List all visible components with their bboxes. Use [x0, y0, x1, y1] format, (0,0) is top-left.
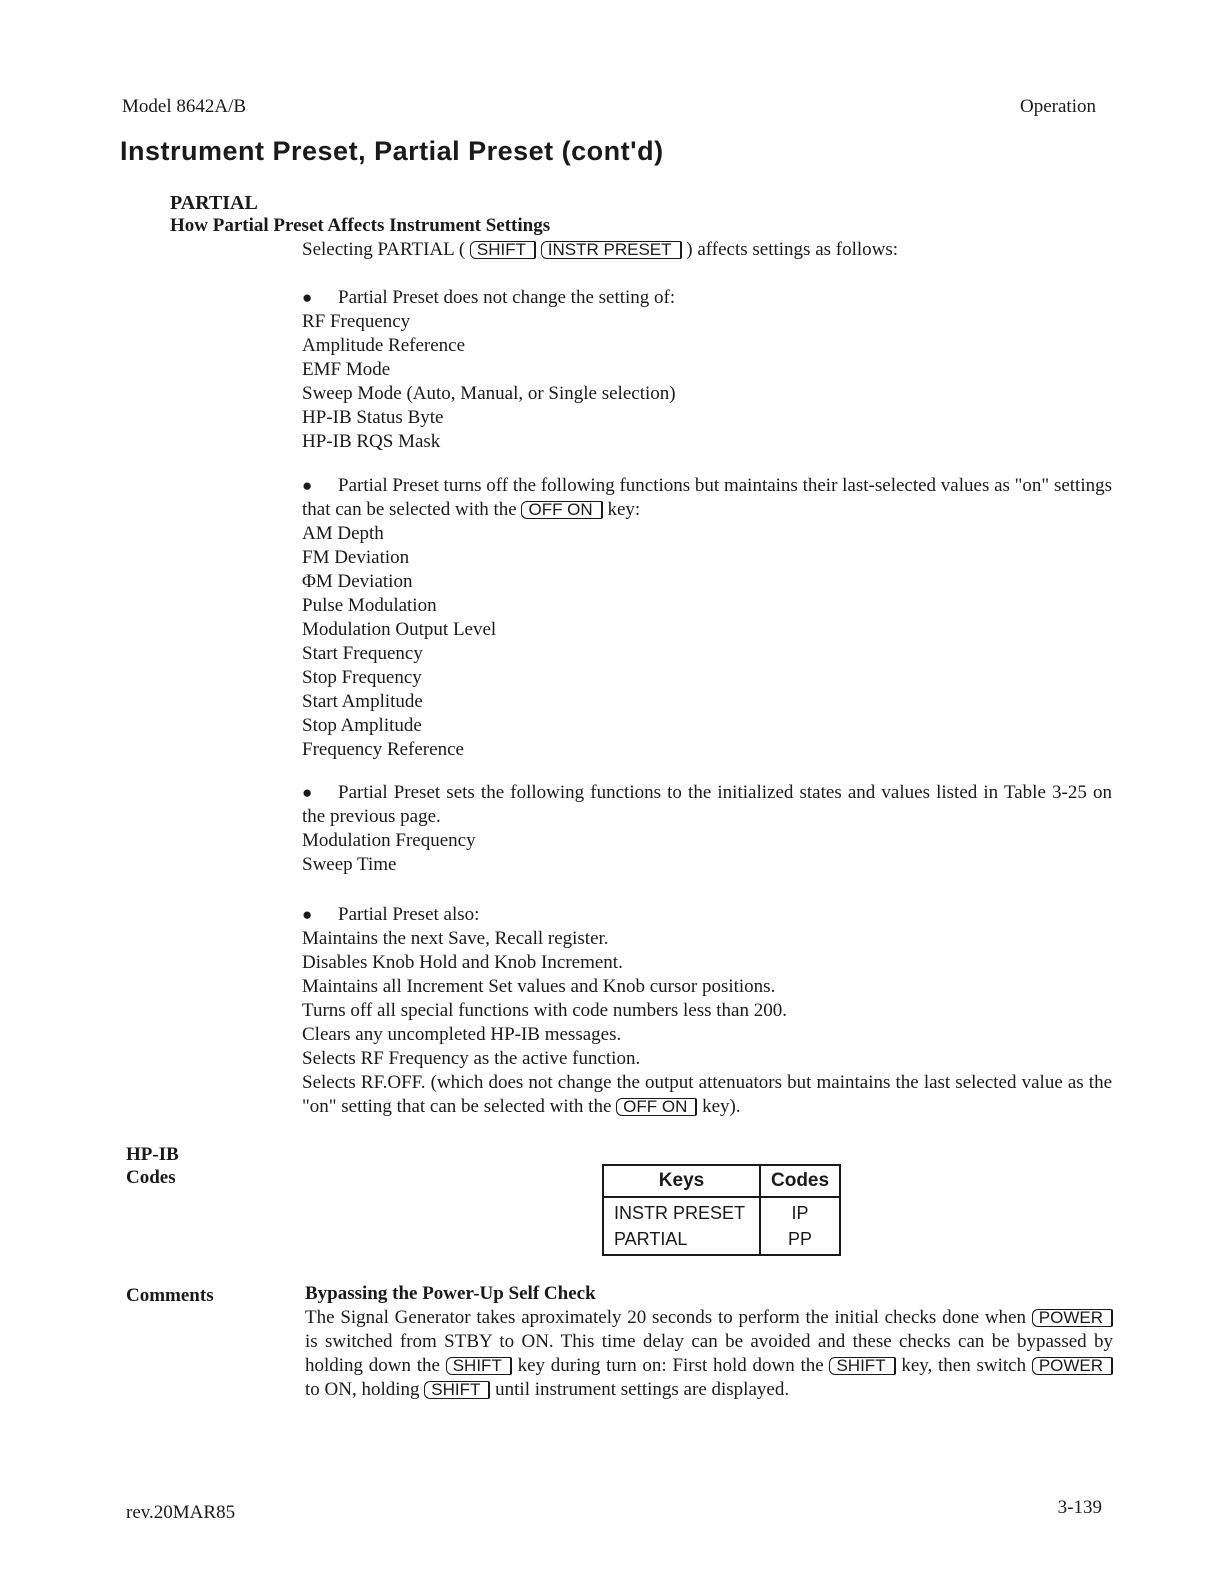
group-bullet: ● Partial Preset sets the following functions to the initialized states and values listed in Table 3-25 on the previous page.	[302, 782, 1112, 827]
list-item: Stop Frequency	[302, 667, 422, 688]
list-item: Modulation Output Level	[302, 619, 497, 640]
list-item: FM Deviation	[302, 547, 410, 568]
settings-list	[302, 829, 1112, 877]
shift-key: SHIFT	[446, 1357, 512, 1375]
group-turns-off	[302, 474, 1112, 762]
hpib-codes-table	[602, 1164, 841, 1256]
list-item: Selects RF.OFF. (which does not change the output attenuators but maintains the last selected value as the "on" setting that can be selected with the OFF ON key).	[302, 1072, 1112, 1117]
power-key: POWER	[1032, 1309, 1113, 1327]
group-bullet: ● Partial Preset turns off the following functions but maintains their last-selected values as "on" settings that can be selected with the OFF ON key:	[302, 475, 1112, 520]
bullet-icon: ●	[302, 288, 313, 307]
comments-paragraph: The Signal Generator takes aproximately 20 seconds to perform the initial checks done when POWER is switched from STBY to ON. This time delay can be avoided and these checks can be bypassed by holding down the SHIFT key during turn on: First hold down the SHIFT key, then switch POWER to ON, holding SHIFT until instrument settings are displayed.	[305, 1307, 1113, 1400]
list-item: HP-IB Status Byte	[302, 407, 444, 428]
group-bullet: ● Partial Preset also:	[302, 904, 480, 925]
list-item: EMF Mode	[302, 359, 391, 380]
intro-text-before: Selecting PARTIAL (	[302, 239, 466, 260]
group-bullet: ● Partial Preset does not change the setting of:	[302, 287, 676, 308]
list-item: Pulse Modulation	[302, 595, 437, 616]
list-item: Frequency Reference	[302, 739, 464, 760]
off-on-key: OFF ON	[616, 1098, 697, 1116]
list-item: HP-IB RQS Mask	[302, 431, 441, 452]
intro-text-after: ) affects settings as follows:	[686, 239, 899, 260]
settings-list	[302, 310, 1112, 454]
power-key: POWER	[1032, 1357, 1113, 1375]
group-no-change	[302, 286, 1112, 454]
header-section: Operation	[1020, 96, 1096, 117]
list-item: Selects RF Frequency as the active function.	[302, 1048, 641, 1069]
table-cell-key: PARTIAL	[614, 1229, 688, 1249]
list-item: AM Depth	[302, 523, 384, 544]
table-cell-code: PP	[760, 1226, 840, 1255]
off-on-key: OFF ON	[521, 501, 602, 519]
header-model: Model 8642A/B	[122, 96, 247, 117]
bullet-icon: ●	[302, 905, 313, 924]
table-row	[603, 1226, 840, 1255]
shift-key: SHIFT	[470, 241, 536, 259]
page-number: 3-139	[1057, 1497, 1102, 1518]
comments-label: Comments	[126, 1285, 214, 1306]
shift-key: SHIFT	[829, 1357, 895, 1375]
list-item: Maintains all Increment Set values and Knob cursor positions.	[302, 976, 776, 997]
section-heading: PARTIAL	[170, 192, 258, 214]
instr-preset-key: INSTR PRESET	[541, 241, 682, 259]
group-initialized	[302, 781, 1112, 877]
hpib-label: HP-IB	[126, 1144, 179, 1165]
column-header-codes: Codes	[760, 1165, 840, 1197]
group-also	[302, 903, 1112, 1119]
shift-key: SHIFT	[424, 1381, 490, 1399]
section-subheading: How Partial Preset Affects Instrument Settings	[170, 215, 551, 236]
settings-list	[302, 927, 1112, 1119]
list-item: Sweep Mode (Auto, Manual, or Single selection)	[302, 383, 676, 404]
page-title: Instrument Preset, Partial Preset (cont'd)	[120, 136, 664, 166]
bullet-icon: ●	[302, 476, 313, 495]
list-item: Modulation Frequency	[302, 830, 476, 851]
table-cell-key: INSTR PRESET	[614, 1203, 746, 1223]
table-row	[603, 1197, 840, 1226]
list-item: RF Frequency	[302, 311, 411, 332]
list-item: Start Frequency	[302, 643, 423, 664]
comments-heading: Bypassing the Power-Up Self Check	[305, 1283, 596, 1304]
codes-label: Codes	[126, 1167, 176, 1188]
table-header-row	[603, 1165, 840, 1197]
table-cell-code: IP	[760, 1197, 840, 1226]
intro-paragraph	[302, 238, 1112, 262]
list-item: Turns off all special functions with code numbers less than 200.	[302, 1000, 787, 1021]
list-item: Sweep Time	[302, 854, 397, 875]
list-item: Amplitude Reference	[302, 335, 466, 356]
list-item: Maintains the next Save, Recall register.	[302, 928, 609, 949]
list-item: Stop Amplitude	[302, 715, 422, 736]
list-item: Clears any uncompleted HP-IB messages.	[302, 1024, 622, 1045]
footer-revision: rev.20MAR85	[126, 1502, 236, 1523]
list-item: ΦM Deviation	[302, 571, 413, 592]
settings-list	[302, 522, 1112, 762]
list-item: Disables Knob Hold and Knob Increment.	[302, 952, 623, 973]
column-header-keys: Keys	[603, 1165, 760, 1197]
bullet-icon: ●	[302, 783, 313, 802]
list-item: Start Amplitude	[302, 691, 423, 712]
